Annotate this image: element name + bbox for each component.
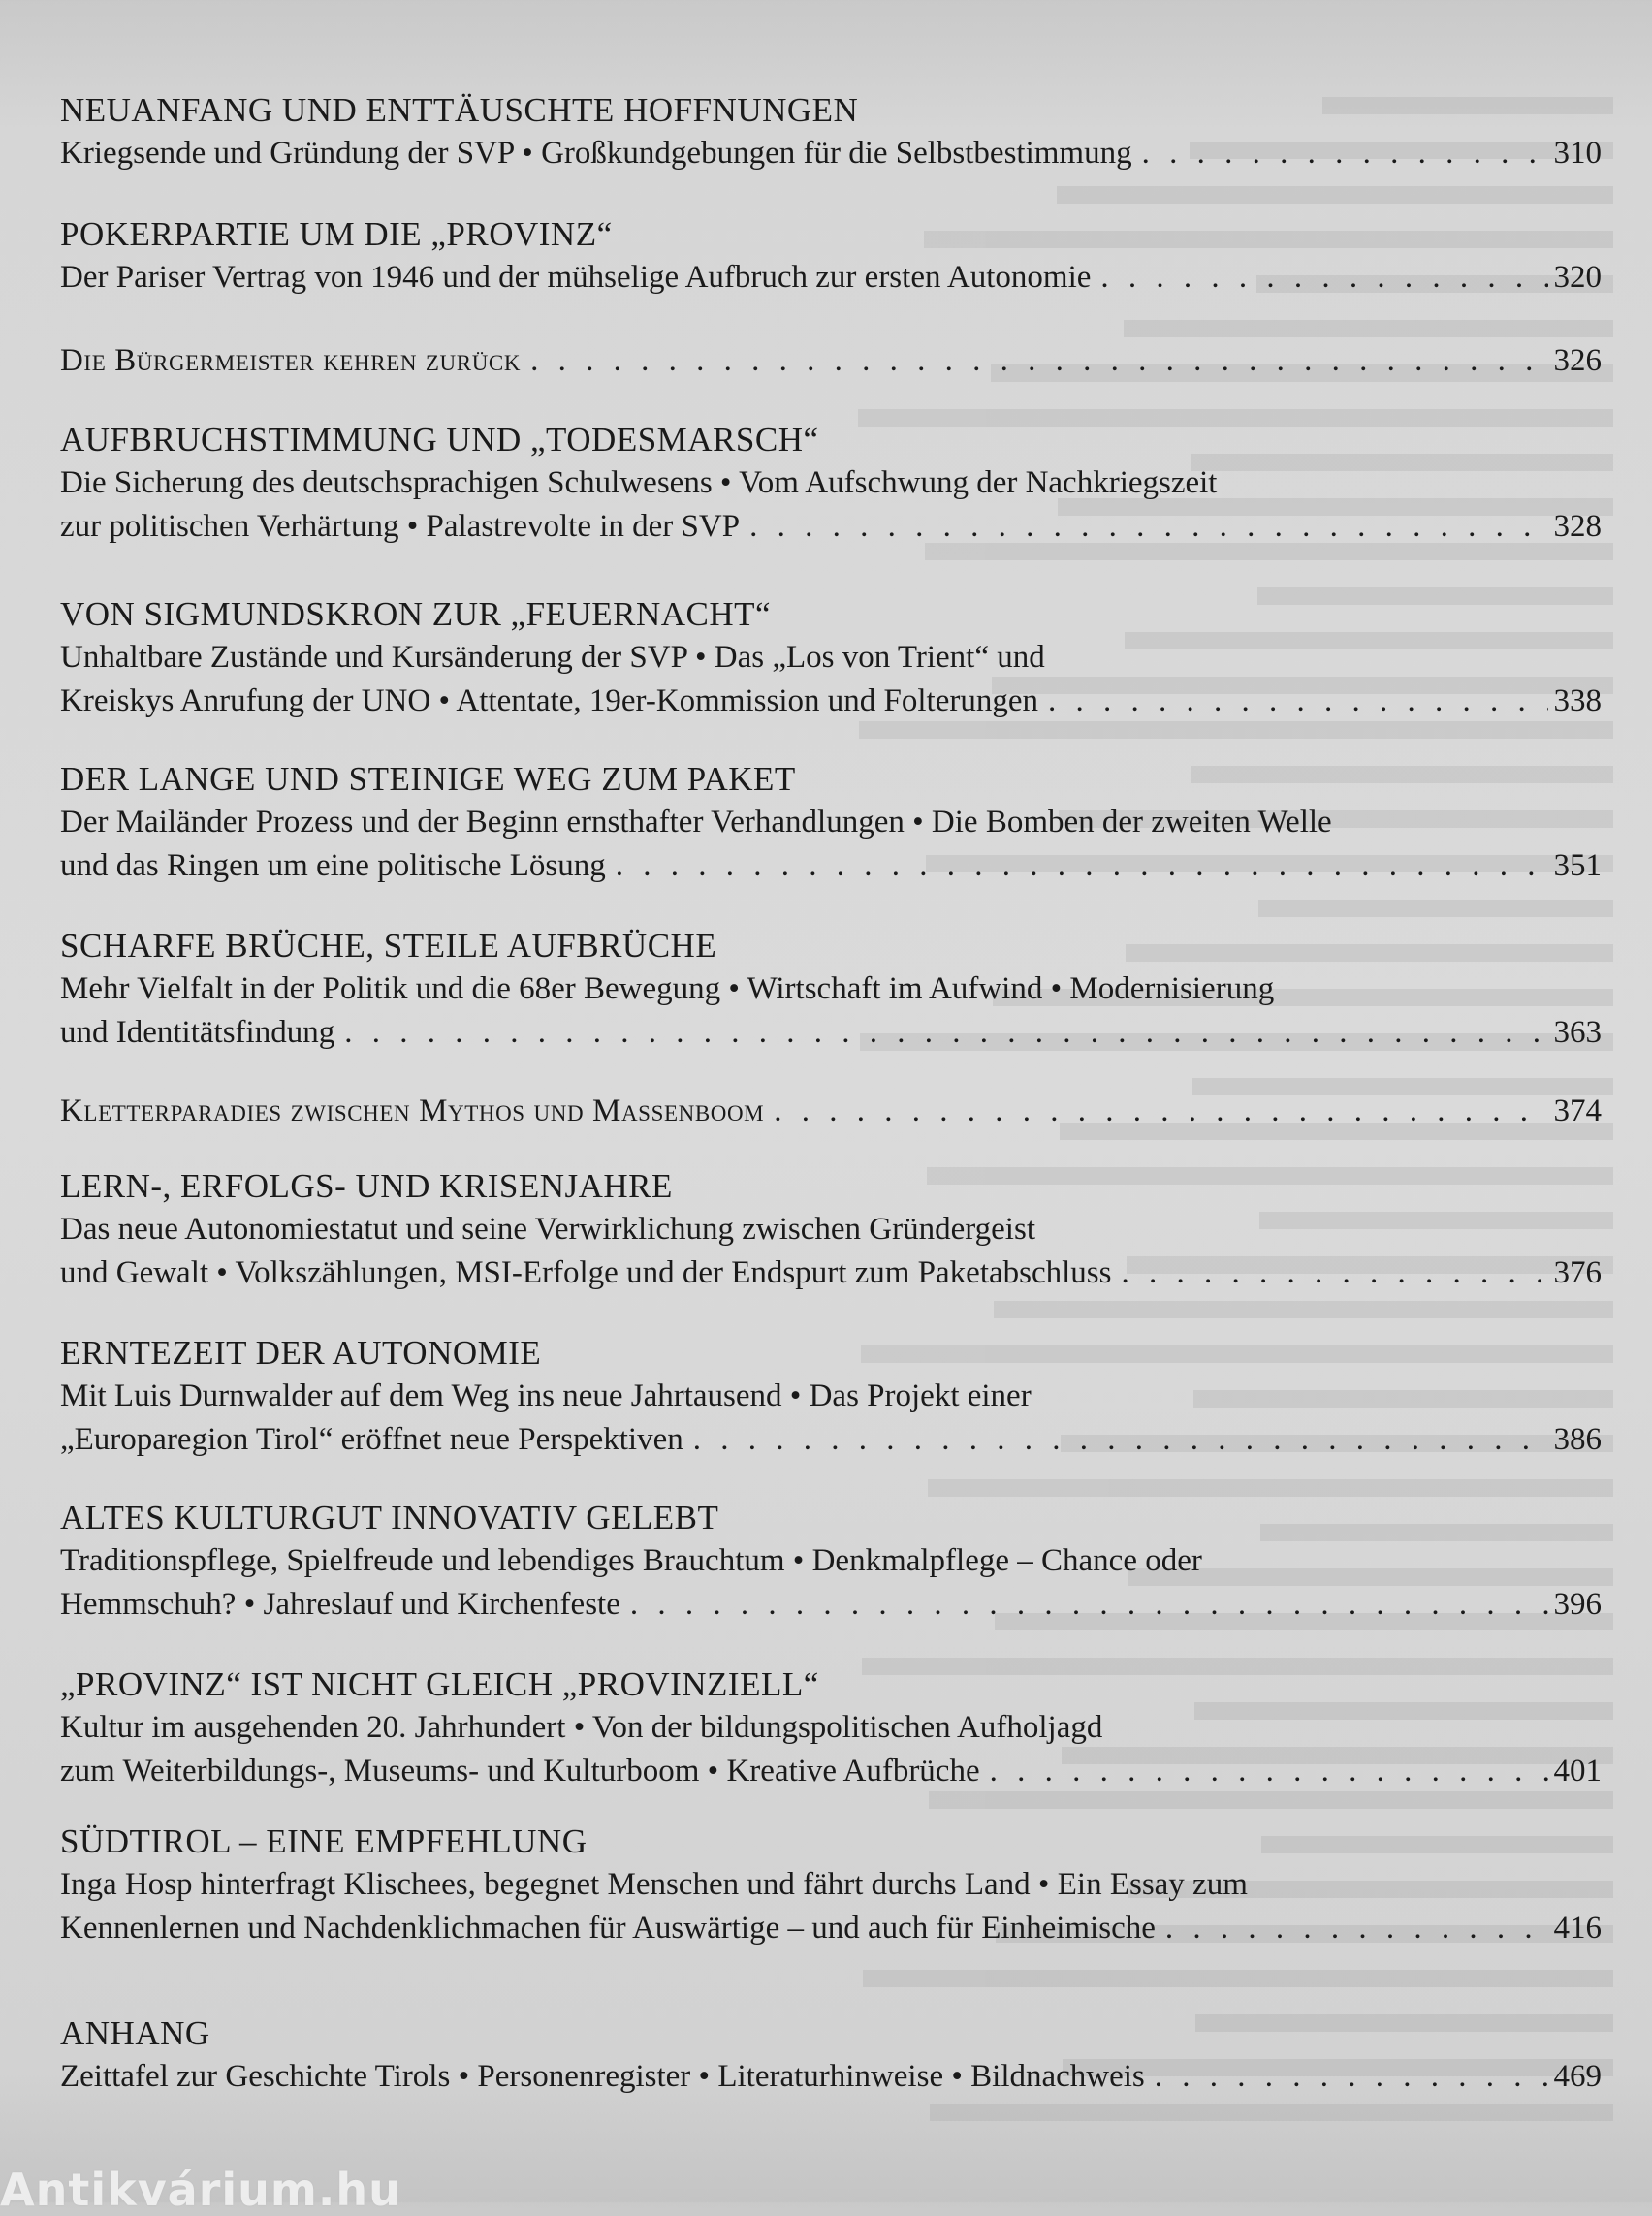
chapter-heading: ERNTEZEIT DER AUTONOMIE bbox=[60, 1334, 542, 1372]
page-number: 376 bbox=[1553, 1255, 1602, 1290]
toc-line-with-page bbox=[60, 680, 1602, 723]
dot-leader bbox=[1100, 256, 1547, 300]
dot-leader bbox=[1142, 132, 1548, 175]
page-number: 416 bbox=[1553, 1911, 1602, 1946]
toc-line bbox=[60, 801, 1602, 844]
bleed-through-line bbox=[1124, 320, 1613, 337]
dot-leader bbox=[1048, 680, 1548, 723]
chapter-heading: DER LANGE UND STEINIGE WEG ZUM PAKET bbox=[60, 760, 796, 798]
description-text: Mehr Vielfalt in der Politik und die 68er Bewegung • Wirtschaft im Aufwind • Modernisierung bbox=[60, 971, 1275, 1006]
chapter-heading: LERN-, ERFOLGS- UND KRISENJAHRE bbox=[60, 1167, 673, 1205]
toc-line bbox=[60, 1375, 1602, 1418]
toc-line bbox=[60, 967, 1602, 1011]
toc-entry bbox=[60, 419, 1602, 549]
page-number: 386 bbox=[1553, 1422, 1602, 1457]
bleed-through-line bbox=[929, 1791, 1613, 1809]
description-text: Kultur im ausgehenden 20. Jahrhundert • Von der bildungspolitischen Aufholjagd bbox=[60, 1710, 1103, 1745]
toc-entry bbox=[60, 213, 1602, 300]
page-number: 363 bbox=[1553, 1015, 1602, 1050]
toc-line-with-page bbox=[60, 505, 1602, 549]
page-number: 401 bbox=[1553, 1754, 1602, 1789]
description-text: Kennenlernen und Nachdenklichmachen für Auswärtige – und auch für Einheimische bbox=[60, 1911, 1156, 1946]
chapter-heading: „PROVINZ“ IST NICHT GLEICH „PROVINZIELL“ bbox=[60, 1665, 819, 1703]
toc-line-with-page bbox=[60, 1251, 1602, 1295]
description-text: zum Weiterbildungs-, Museums- und Kulturboom • Kreative Aufbrüche bbox=[60, 1754, 980, 1789]
description-text: Unhaltbare Zustände und Kursänderung der SVP • Das „Los von Trient“ und bbox=[60, 640, 1045, 675]
bleed-through-line bbox=[994, 1301, 1613, 1318]
description-text: zur politischen Verhärtung • Palastrevolte in der SVP bbox=[60, 509, 741, 544]
toc-entry bbox=[60, 1497, 1602, 1627]
toc-entry bbox=[60, 593, 1602, 723]
description-text: Die Sicherung des deutschsprachigen Schulwesens • Vom Aufschwung der Nachkriegszeit bbox=[60, 465, 1218, 500]
page-number: 351 bbox=[1553, 848, 1602, 883]
chapter-heading: SCHARFE BRÜCHE, STEILE AUFBRÜCHE bbox=[60, 927, 717, 965]
bleed-through-line bbox=[928, 1479, 1613, 1497]
page-number: 326 bbox=[1553, 343, 1602, 378]
toc-entry bbox=[60, 925, 1602, 1055]
dot-leader bbox=[749, 505, 1547, 549]
chapter-heading: SÜDTIROL – EINE EMPFEHLUNG bbox=[60, 1822, 588, 1860]
chapter-heading: POKERPARTIE UM DIE „PROVINZ“ bbox=[60, 215, 613, 253]
chapter-heading: NEUANFANG UND ENTTÄUSCHTE HOFFNUNGEN bbox=[60, 91, 859, 129]
description-text: Traditionspflege, Spielfreude und lebendiges Brauchtum • Denkmalpflege – Chance oder bbox=[60, 1543, 1202, 1578]
toc-entry bbox=[60, 1820, 1602, 1950]
toc-entry bbox=[60, 1332, 1602, 1462]
dot-leader bbox=[774, 1090, 1547, 1133]
toc-line-with-page bbox=[60, 844, 1602, 888]
description-text: und Identitätsfindung bbox=[60, 1015, 335, 1050]
toc-line bbox=[60, 1863, 1602, 1907]
toc-entry bbox=[60, 758, 1602, 888]
page-number: 320 bbox=[1553, 260, 1602, 295]
bleed-through-line bbox=[930, 2104, 1613, 2121]
page-number: 338 bbox=[1553, 683, 1602, 718]
dot-leader bbox=[1165, 1907, 1548, 1950]
bleed-through-line bbox=[1258, 900, 1613, 917]
chapter-heading: VON SIGMUNDSKRON ZUR „FEUERNACHT“ bbox=[60, 595, 772, 633]
page-number: 328 bbox=[1553, 509, 1602, 544]
toc-line-with-page bbox=[60, 1583, 1602, 1627]
dot-leader bbox=[344, 1011, 1547, 1055]
toc-line bbox=[60, 1706, 1602, 1750]
toc-entry bbox=[60, 89, 1602, 175]
description-text: Mit Luis Durnwalder auf dem Weg ins neue Jahrtausend • Das Projekt einer bbox=[60, 1378, 1032, 1413]
toc-line-with-page bbox=[60, 1418, 1602, 1462]
page-number: 469 bbox=[1553, 2059, 1602, 2094]
description-text: Der Pariser Vertrag von 1946 und der mühselige Aufbruch zur ersten Autonomie bbox=[60, 260, 1092, 295]
toc-line bbox=[60, 461, 1602, 505]
bleed-through-line bbox=[863, 1970, 1613, 1987]
toc-line-with-page bbox=[60, 1090, 1602, 1133]
toc-line-with-page bbox=[60, 132, 1602, 175]
description-text: und das Ringen um eine politische Lösung bbox=[60, 848, 606, 883]
toc-entry bbox=[60, 1165, 1602, 1295]
description-text: „Europaregion Tirol“ eröffnet neue Perspektiven bbox=[60, 1422, 683, 1457]
dot-leader bbox=[530, 339, 1547, 383]
toc-entry bbox=[60, 1663, 1602, 1793]
toc-line-with-page bbox=[60, 339, 1602, 383]
small-caps-title: Kletterparadies zwischen Mythos und Massenboom bbox=[60, 1093, 765, 1128]
bleed-through-line bbox=[1057, 186, 1613, 204]
bleed-through-line bbox=[859, 721, 1613, 739]
dot-leader bbox=[630, 1583, 1548, 1627]
chapter-heading: ALTES KULTURGUT INNOVATIV GELEBT bbox=[60, 1499, 719, 1536]
dot-leader bbox=[990, 1750, 1548, 1793]
toc-line bbox=[60, 636, 1602, 680]
description-text: Zeittafel zur Geschichte Tirols • Personenregister • Literaturhinweise • Bildnachweis bbox=[60, 2059, 1145, 2094]
description-text: Der Mailänder Prozess und der Beginn ernsthafter Verhandlungen • Die Bomben der zweiten Welle bbox=[60, 805, 1332, 839]
toc-line bbox=[60, 1539, 1602, 1583]
toc-entry bbox=[60, 339, 1602, 383]
toc-line bbox=[60, 1208, 1602, 1251]
toc-line-with-page bbox=[60, 256, 1602, 300]
description-text: Kreiskys Anrufung der UNO • Attentate, 19er-Kommission und Folterungen bbox=[60, 683, 1038, 718]
chapter-heading: ANHANG bbox=[60, 2014, 210, 2052]
toc-entry bbox=[60, 2012, 1602, 2099]
description-text: Kriegsende und Gründung der SVP • Großkundgebungen für die Selbstbestimmung bbox=[60, 136, 1132, 171]
chapter-heading: AUFBRUCHSTIMMUNG UND „TODESMARSCH“ bbox=[60, 421, 819, 459]
toc-line-with-page bbox=[60, 2055, 1602, 2099]
page-number: 310 bbox=[1553, 136, 1602, 171]
dot-leader bbox=[616, 844, 1548, 888]
toc-entry bbox=[60, 1090, 1602, 1133]
small-caps-title: Die Bürgermeister kehren zurück bbox=[60, 343, 522, 378]
toc-line-with-page bbox=[60, 1907, 1602, 1950]
description-text: Das neue Autonomiestatut und seine Verwirklichung zwischen Gründergeist bbox=[60, 1212, 1035, 1247]
dot-leader bbox=[693, 1418, 1548, 1462]
page-number: 396 bbox=[1553, 1587, 1602, 1622]
toc-line-with-page bbox=[60, 1011, 1602, 1055]
toc-line-with-page bbox=[60, 1750, 1602, 1793]
description-text: Inga Hosp hinterfragt Klischees, begegnet Menschen und fährt durchs Land • Ein Essay zum bbox=[60, 1867, 1248, 1902]
watermark: Antikvárium.hu bbox=[0, 2164, 401, 2216]
page-number: 374 bbox=[1553, 1093, 1602, 1128]
description-text: und Gewalt • Volkszählungen, MSI-Erfolge und der Endspurt zum Paketabschluss bbox=[60, 1255, 1112, 1290]
description-text: Hemmschuh? • Jahreslauf und Kirchenfeste bbox=[60, 1587, 620, 1622]
dot-leader bbox=[1122, 1251, 1548, 1295]
dot-leader bbox=[1155, 2055, 1548, 2099]
